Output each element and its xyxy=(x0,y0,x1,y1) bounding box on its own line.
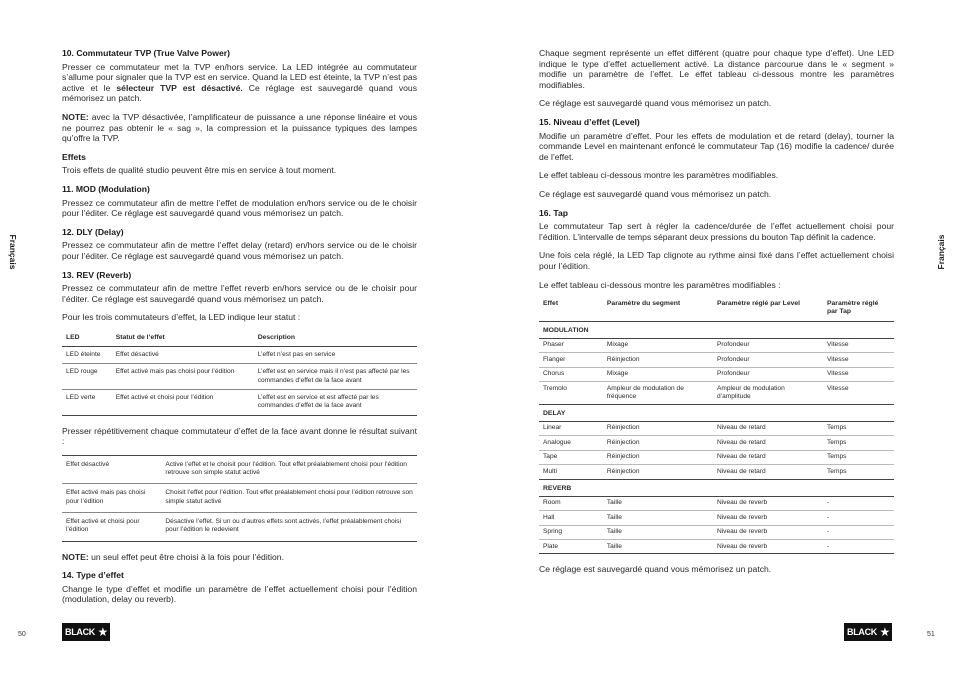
table-header-row xyxy=(62,331,417,347)
table-cell: LED verte xyxy=(62,390,112,416)
section-15-paragraph: Modifie un paramètre d’effet. Pour les effets de modulation et de retard (delay), tourner la commande Level en maintenant enfoncé le commutateur Tap (16) modifie la cadence/ durée de l’effet. xyxy=(539,130,894,162)
section-10-paragraph: Presser ce commutateur met la TVP en/hors service. La LED intégrée au commutateur s’allume pour signaler que la TVP est en service. Quand la LED est éteinte, la TVP n’est pas active et le sélecteur TVP est désactivé. Ce réglage est sauvegardé quand vous mémorisez un patch. xyxy=(62,61,418,104)
press-intro-paragraph: Presser répétitivement chaque commutateur d’effet de la face avant donne le résultat suivant : xyxy=(62,425,417,447)
table-cell: - xyxy=(823,525,894,539)
table-group-label: MODULATION xyxy=(539,321,894,338)
table-cell: Niveau de reverb xyxy=(713,539,823,553)
table-cell: Taille xyxy=(603,511,713,525)
table-row xyxy=(62,513,417,542)
table-cell: - xyxy=(823,539,894,553)
table-cell: Niveau de retard xyxy=(713,421,823,435)
table-row xyxy=(62,364,417,390)
table-cell: Taille xyxy=(603,496,713,510)
table-cell: Réinjection xyxy=(603,421,713,435)
table-cell: Niveau de reverb xyxy=(713,525,823,539)
table-cell: Hall xyxy=(539,511,603,525)
table-cell: Active l’effet et le choisit pour l’édition. Tout effet préalablement choisi pour l’édition retrouve son simple statut activé xyxy=(161,455,417,484)
brand-logo: BLACK ★ xyxy=(844,623,892,641)
section-11-title: 11. MOD (Modulation) xyxy=(62,183,150,194)
effect-parameters-table xyxy=(539,298,894,554)
table-cell: Ampleur de modulation de fréquence xyxy=(603,382,713,405)
table-group-row xyxy=(539,321,894,338)
table-cell: Temps xyxy=(823,450,894,464)
right-page xyxy=(477,0,954,677)
press-behaviour-table xyxy=(62,455,417,542)
table-cell: LED rouge xyxy=(62,364,112,390)
table-row xyxy=(539,465,894,479)
language-tab-label: Français xyxy=(928,214,954,290)
table-group-row xyxy=(539,479,894,496)
table-cell: Effet activé et choisi pour l’édition xyxy=(62,513,161,542)
section-13-paragraph-2: Pour les trois commutateurs d’effet, la LED indique leur statut : xyxy=(62,312,301,323)
table-cell: Plate xyxy=(539,539,603,553)
effect-table-body xyxy=(539,321,894,554)
table-cell: Désactive l’effet. Si un ou d’autres effets sont activés, l’effet préalablement choisi pour l’édition le redevient xyxy=(161,513,417,542)
table-cell: Réinjection xyxy=(603,353,713,367)
brand-logo: BLACK ★ xyxy=(62,623,110,641)
table-cell: Profondeur xyxy=(713,367,823,381)
table-cell: Temps xyxy=(823,465,894,479)
table-cell: Room xyxy=(539,496,603,510)
table-cell: Choisit l’effet pour l’édition. Tout effet préalablement choisi pour l’édition retrouve son simple statut activé xyxy=(161,484,417,513)
table-cell: Niveau de retard xyxy=(713,450,823,464)
table-header: LED xyxy=(62,331,112,347)
table-cell: Vitesse xyxy=(823,353,894,367)
table-cell: Profondeur xyxy=(713,353,823,367)
table-cell: - xyxy=(823,511,894,525)
table-header: Statut de l’effet xyxy=(112,331,254,347)
table-row xyxy=(539,338,894,352)
table-cell: Vitesse xyxy=(823,367,894,381)
table-row xyxy=(539,539,894,553)
table-row xyxy=(62,347,417,364)
table-cell: - xyxy=(823,496,894,510)
table-cell: Niveau de retard xyxy=(713,465,823,479)
section-13-paragraph: Pressez ce commutateur afin de mettre l’effet reverb en/hors service ou de le choisir pour l’éditer. Ce réglage est sauvegardé quand vous mémorisez un patch. xyxy=(62,283,417,304)
table-group-label: REVERB xyxy=(539,479,894,496)
table-row xyxy=(539,382,894,405)
table-cell: Effet activé et choisi pour l’édition xyxy=(112,390,254,416)
note-2: NOTE: un seul effet peut être choisi à la fois pour l’édition. xyxy=(62,551,284,562)
effets-paragraph: Trois effets de qualité studio peuvent être mis en service à tout moment. xyxy=(62,165,337,176)
table-cell: L’effet est en service mais il n’est pas affecté par les commandes d’effet de la face avant xyxy=(254,364,417,390)
table-row xyxy=(62,455,417,484)
language-tab-label: Français xyxy=(0,214,26,290)
table-cell: Réinjection xyxy=(603,450,713,464)
table-cell: Spring xyxy=(539,525,603,539)
table-row xyxy=(539,421,894,435)
table-cell: Réinjection xyxy=(603,465,713,479)
table-cell: Tremolo xyxy=(539,382,603,405)
table-cell: Vitesse xyxy=(823,382,894,405)
effets-title: Effets xyxy=(62,151,86,162)
table-cell: Linear xyxy=(539,421,603,435)
language-tab xyxy=(928,214,954,290)
table-cell: Vitesse xyxy=(823,338,894,352)
section-14-paragraph: Change le type d’effet et modifie un paramètre de l’effet actuellement choisi pour l’édition (modulation, delay ou reverb). xyxy=(62,583,417,605)
table-cell: Niveau de retard xyxy=(713,436,823,450)
table-row xyxy=(62,390,417,416)
table-cell: Taille xyxy=(603,525,713,539)
table-cell: L’effet n’est pas en service xyxy=(254,347,417,364)
language-tab xyxy=(0,214,26,290)
table-cell: Mixage xyxy=(603,367,713,381)
table-cell: Mixage xyxy=(603,338,713,352)
table-cell: Profondeur xyxy=(713,338,823,352)
table-cell: Tape xyxy=(539,450,603,464)
table-cell: Effet activé mais pas choisi pour l’édition xyxy=(112,364,254,390)
table-row xyxy=(539,496,894,510)
table-cell: Ampleur de modulation d’amplitude xyxy=(713,382,823,405)
left-column xyxy=(62,48,417,613)
closing-paragraph: Ce réglage est sauvegardé quand vous mémorisez un patch. xyxy=(539,564,772,575)
table-header: Paramètre réglé par Level xyxy=(713,298,823,321)
table-cell: Effet désactivé xyxy=(112,347,254,364)
table-header: Paramètre du segment xyxy=(603,298,713,321)
table-cell: Niveau de reverb xyxy=(713,511,823,525)
table-cell: Phaser xyxy=(539,338,603,352)
section-14-title: 14. Type d’effet xyxy=(62,570,124,581)
table-cell: L’effet est en service et est affecté par les commandes d’effet de la face avant xyxy=(254,390,417,416)
section-15-paragraph-2: Le effet tableau ci-dessous montre les paramètres modifiables. xyxy=(539,170,779,181)
table-row xyxy=(539,450,894,464)
section-16-paragraph-3: Le effet tableau ci-dessous montre les paramètres modifiables : xyxy=(539,279,781,290)
table-cell: Taille xyxy=(603,539,713,553)
table-header-row xyxy=(539,298,894,321)
table-cell: Effet activé mais pas choisi pour l’édition xyxy=(62,484,161,513)
table-cell: Flanger xyxy=(539,353,603,367)
saved-paragraph: Ce réglage est sauvegardé quand vous mémorisez un patch. xyxy=(539,98,772,109)
table-cell: Temps xyxy=(823,436,894,450)
section-16-paragraph: Le commutateur Tap sert à régler la cadence/durée de l’effet actuellement choisi pour l’édition. L’intervalle de temps séparant deux pressions du bouton Tap définit la cadence. xyxy=(539,221,894,242)
table-cell: Temps xyxy=(823,421,894,435)
section-12-paragraph: Pressez ce commutateur afin de mettre l’effet delay (retard) en/hors service ou de le choisir pour l’éditer. Ce réglage est sauvegardé quand vous mémorisez un patch. xyxy=(62,240,417,261)
table-cell: Effet désactivé xyxy=(62,455,161,484)
page-number: 51 xyxy=(927,631,935,638)
section-16-title: 16. Tap xyxy=(539,207,568,218)
segment-paragraph: Chaque segment représente un effet différent (quatre pour chaque type d’effet). Une LED indique le type d’effet actuellement activé. La distance parcourue dans le « segment » modifie un paramètre de l’effet. Le effet tableau ci-dessous montre les paramètres modifiables. xyxy=(539,48,894,90)
table-group-label: DELAY xyxy=(539,404,894,421)
table-cell: Multi xyxy=(539,465,603,479)
section-11-paragraph: Pressez ce commutateur afin de mettre l’effet de modulation en/hors service ou de le choisir pour l’éditer. Ce réglage est sauvegardé quand vous mémorisez un patch. xyxy=(62,197,417,219)
table-group-row xyxy=(539,404,894,421)
table-row xyxy=(539,353,894,367)
table-row xyxy=(539,511,894,525)
table-header: Paramètre réglé par Tap xyxy=(823,298,894,321)
section-15-paragraph-3: Ce réglage est sauvegardé quand vous mémorisez un patch. xyxy=(539,188,772,199)
section-10-note: NOTE: avec la TVP désactivée, l’amplificateur de puissance a une réponse linéaire et vous ne pourrez pas obtenir le « sag », la compression et la puissance typiques des lampes qu’offre la TVP. xyxy=(62,111,417,144)
table-cell: Chorus xyxy=(539,367,603,381)
table-row xyxy=(539,367,894,381)
star-icon: ★ xyxy=(879,625,890,639)
table-cell: Niveau de reverb xyxy=(713,496,823,510)
section-13-title: 13. REV (Reverb) xyxy=(62,269,132,280)
table-header: Effet xyxy=(539,298,603,321)
table-cell: LED éteinte xyxy=(62,347,112,364)
section-16-paragraph-2: Une fois cela réglé, la LED Tap clignote au rythme ainsi fixé dans l’effet actuellement choisi pour l’édition. xyxy=(539,250,894,271)
section-12-title: 12. DLY (Delay) xyxy=(62,226,124,237)
section-10-title: 10. Commutateur TVP (True Valve Power) xyxy=(62,48,230,58)
star-icon: ★ xyxy=(97,625,108,639)
table-cell: Analogue xyxy=(539,436,603,450)
led-status-table xyxy=(62,331,417,416)
table-row xyxy=(62,484,417,513)
table-row xyxy=(539,436,894,450)
table-row xyxy=(539,525,894,539)
section-15-title: 15. Niveau d’effet (Level) xyxy=(539,116,640,127)
table-cell: Réinjection xyxy=(603,436,713,450)
page-number: 50 xyxy=(18,631,26,638)
table-header: Description xyxy=(254,331,417,347)
right-column xyxy=(539,48,894,583)
